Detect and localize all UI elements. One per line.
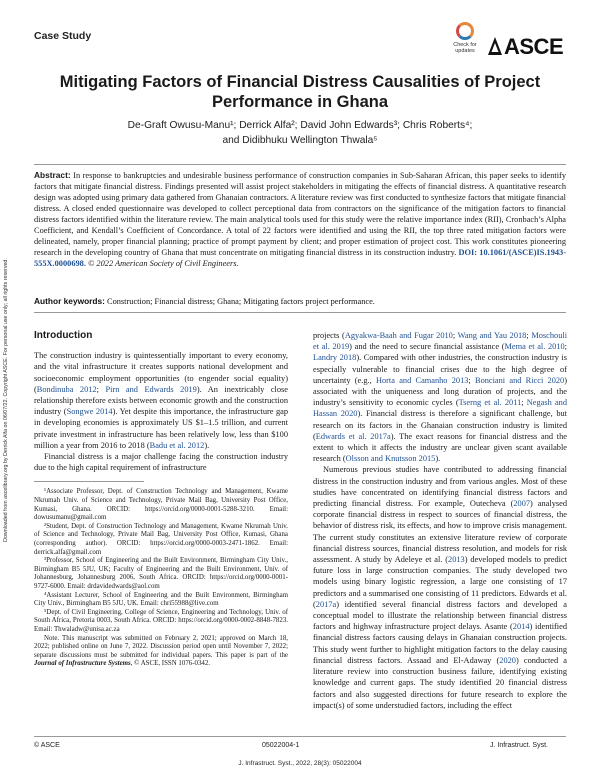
keywords-label: Author keywords:	[34, 296, 105, 306]
body-text: Numerous previous studies have contributed to addressing financial distress in the construction industry and from various angles. Most of these studies have concentrated on identifying financial distress factors and predicting financial distress. For example, Outecheva (	[313, 465, 567, 509]
citation-link[interactable]: Bonciani and Ricci 2020	[475, 375, 565, 385]
citation-link[interactable]: Tserng et al. 2011	[458, 398, 522, 408]
body-text: ) developed models to predict future loss in large construction companies. The study developed two models using binary logistic regression, a large one consisting of 17 predictors and a summarised one consisting of 11 predictors. Edwards et al. (	[313, 555, 567, 609]
note-text: Note. This manuscript was submitted on February 2, 2021; approved on March 18, 2022; published online on June 7, 2022. Discussion period open until November 7, 2022; separate discussions must be submitted for individual papers. This paper is part of the	[34, 634, 288, 659]
footnote: ³Professor, School of Engineering and the Built Environment, Birmingham City Univ., Birmingham B5 5JU, UK; Faculty of Engineering and the Built Environment, Univ. of Johannesburg, Johannesburg 2006, South Africa. ORCID: https://orcid.org/0000-0001-9727-6000. Email: drdavidedwards@aol.com	[34, 557, 288, 590]
keywords	[34, 296, 566, 307]
footnote: ²Student, Dept. of Construction Technology and Management, Kwame Nkrumah Univ. of Science and Technology, Private Mail Bag, University Post Office, Kumasi, Ghana (corresponding author). ORCID: https://orcid.org/0000-0003-2471-1862. Email: derrick.alfa@gmail.com	[34, 522, 288, 556]
download-notice	[1, 150, 10, 650]
body-text: ;	[521, 398, 527, 408]
footer-journal: J. Infrastruct. Syst.	[490, 742, 548, 749]
abstract-bottom-rule	[34, 312, 566, 313]
citation-link[interactable]: 2020	[499, 655, 516, 665]
right-column	[313, 330, 567, 711]
citation-link[interactable]: Mema et al. 2010	[504, 342, 565, 352]
intro-text: ).	[204, 440, 210, 450]
body-text: ).	[435, 454, 441, 464]
footnote: ⁵Dept. of Civil Engineering, College of Science, Engineering and Technology, Univ. of South Africa, Pretoria 0003, South Africa. ORCID: https://orcid.org/0000-0002-8848-7823. Email: Thwaladw@unisa.ac.za	[34, 608, 288, 633]
paper-title: Mitigating Factors of Financial Distress Causalities of Project Performance in Ghana	[59, 73, 541, 111]
citation-link[interactable]: Moschouli et al. 2019	[313, 331, 568, 352]
citation-link[interactable]: Pirn and Edwards 2019	[105, 384, 197, 394]
citation-link[interactable]: Songwe 2014	[66, 407, 113, 417]
intro-heading: Introduction	[34, 330, 93, 341]
footer-copyright: © ASCE	[34, 742, 60, 749]
abstract-label: Abstract:	[34, 170, 71, 180]
asce-logo-text: ASCE	[504, 34, 564, 59]
asce-mark-icon	[488, 37, 502, 55]
citation-link[interactable]: Agyakwa-Baah and Fugar 2010	[344, 331, 453, 340]
citation-link[interactable]: Bondinuba 2012	[36, 384, 97, 394]
keywords-text: Construction; Financial distress; Ghana; Mitigating factors project performance.	[104, 297, 375, 306]
abstract-copyright: © 2022 American Society of Civil Engineers.	[85, 259, 239, 268]
citation-link[interactable]: 2014	[512, 622, 530, 632]
submission-note	[34, 635, 288, 669]
journal-name: Journal of Infrastructure Systems	[34, 660, 131, 668]
citation-link[interactable]: Wang and Yau 2018	[457, 331, 527, 340]
body-text: ;	[526, 331, 532, 340]
footer-page-id: 05022004-1	[262, 742, 300, 749]
body-text: ). Compared with other industries, the construction industry is especially vulnerable to financial crises due to the high degree of uncertainty (e.g.,	[313, 353, 567, 385]
body-text: projects (	[313, 331, 345, 340]
author-line-1: De-Graft Owusu-Manu¹; Derrick Alfa²; David John Edwards³; Chris Roberts⁴;	[127, 120, 473, 131]
body-text: ) identified financial distress factors causing delays in Ghanaian construction projects. This study went further to highlight mitigation factors to the delay causing financial distress factors. Assaad and El-Adaway (	[313, 622, 567, 665]
citation-link[interactable]: Badu et al. 2012	[149, 440, 205, 450]
asce-logo	[488, 34, 568, 60]
intro-paragraph-2: Financial distress is a major challenge facing the construction industry due to the high capital requirement of infrastructure	[34, 452, 288, 473]
body-text: ). Financial distress is therefore a significant challenge, but research on its factors in the Ghanaian construction industry is limited (	[313, 409, 567, 441]
citation-link[interactable]: Edwards et al. 2017a	[315, 431, 391, 441]
author-list	[40, 118, 560, 148]
body-text: ) identified several financial distress factors and developed a conceptual model to illustrate the relationship between financial distress factors and highway infrastructure project delays. Asante (	[313, 599, 567, 632]
intro-paragraph-1	[34, 350, 288, 451]
citation-link[interactable]: 2017a	[315, 599, 337, 609]
right-paragraph-2	[313, 464, 567, 710]
doi-link[interactable]: DOI: 10.1061/(ASCE)IS.1943-555X.0000698.	[34, 248, 566, 268]
check-updates-text: Check for updates	[453, 42, 477, 54]
footer-citation: J. Infrastruct. Syst., 2022, 28(3): 05022004	[238, 760, 362, 767]
abstract	[34, 170, 566, 269]
footnote-rule	[34, 481, 144, 482]
intro-text: ). Yet despite this importance, the infrastructure gap in developing economies is approximately US $1–1.5 trillion, and current private investment in infrastructure has been relatively low, less than $100 million a year from 2016 to 2018 (	[34, 407, 288, 450]
footer-rule	[34, 736, 566, 737]
abstract-body: In response to bankruptcies and undesirable business performance of construction companies in Sub-Saharan African, this paper seeks to identify factors that mitigate financial distress. Findings presented will assist project stakeholders in mitigating the effects of financial distress. A quantitative research design was adopted using primary data gathered from Ghanaian contractors. A literature review was first conducted to synthesize factors that mitigate financial distress. A closed ended questionnaire was developed to collect perceptional data from contractors on the significance of the mitigation factors to financial distress factors identified within the literature review. The main analytical tools used for this study were the relative importance index (RII), Cronbach’s Alpha Coefficient, and Kendall’s Coefficient of Concordance. A total of 22 factors were identified and using the RII, the top three rated mitigation factors were delineated, namely, proper financial planning; practice of prompt payment by client; and proper estimation of project cost. This work constitutes pioneering research in the developing country of Ghana that must concentrate on mitigating financial distress in its construction industry.	[34, 171, 566, 257]
citation-link[interactable]: Horta and Camanho 2013	[375, 375, 469, 385]
body-text: ) and the need to secure financial assistance (	[349, 342, 505, 352]
footnote: ¹Associate Professor, Dept. of Construction Technology and Management, Kwame Nkrumah Univ. of Science and Technology, Private Mail Bag, University Post Office, Kumasi, Ghana. ORCID: https://orcid.org/0000-0001-5288-3210. Email: dowusumanu@gmail.com	[34, 488, 288, 522]
check-updates-icon	[456, 22, 474, 40]
left-column	[34, 330, 288, 669]
citation-link[interactable]: Olsson and Knutsson 2015	[345, 454, 436, 464]
body-text: ) analysed corporate financial distress in respect to sources of financial distress, the behavior of distress risk, its effects, and how to improve crisis management. The current study constitutes an extensive literature review of corporate financial distress sources, financial distress resolution, and models for risk assessment. A study by Adeleye et al. (	[313, 499, 567, 565]
footnote: ⁴Assistant Lecturer, School of Engineering and the Built Environment, Birmingham City Univ., Birmingham B5 5JU, UK. Email: chri55988@live.com	[34, 591, 288, 608]
body-text: ) associated with the uniqueness and long duration of projects, and the industry’s sensitivity to economic cycles (	[313, 375, 568, 408]
body-text: ;	[564, 342, 567, 352]
section-label: Case Study	[34, 30, 92, 42]
intro-text: ). An inextricably close relationship therefore exists between economic growth and the construction industry (	[34, 384, 288, 417]
right-paragraph-1	[313, 330, 567, 464]
abstract-top-rule	[34, 164, 566, 165]
citation-link[interactable]: 2007	[513, 499, 531, 509]
download-notice-text: Downloaded from ascelibrary.org by Derrick Alfa on 06/07/22. Copyright ASCE. For personal use only; all rights reserved.	[2, 258, 9, 542]
body-text: ). The exact reasons for financial distress and the extent to which it affects the industry are unclear given scant available research (	[313, 431, 567, 464]
citation-link[interactable]: 2013	[448, 555, 465, 565]
intro-text: ;	[96, 384, 106, 394]
body-text: ;	[452, 331, 458, 340]
citation-link[interactable]: Negash and Hassan 2020	[313, 398, 568, 419]
intro-text: The construction industry is quintessentially important to every economy, and the vital infrastructure it creates supports national development and socioeconomic employment opportunities (to engender social equality) (	[34, 351, 288, 394]
body-text: ) conducted a literature review into construction business failure, identifying existing knowledge and current gaps. The study identified 20 financial distress factors and also suggested directions for future research to explore the impact(s) of some understudied factors, including the effect	[313, 655, 567, 710]
check-for-updates-badge[interactable]	[448, 22, 482, 62]
note-text: , © ASCE, ISSN 1076-0342.	[130, 660, 211, 668]
body-text: ;	[468, 375, 475, 385]
citation-link[interactable]: Landry 2018	[313, 353, 357, 363]
author-line-2: and Didibhuku Wellington Thwala⁵	[222, 135, 378, 146]
